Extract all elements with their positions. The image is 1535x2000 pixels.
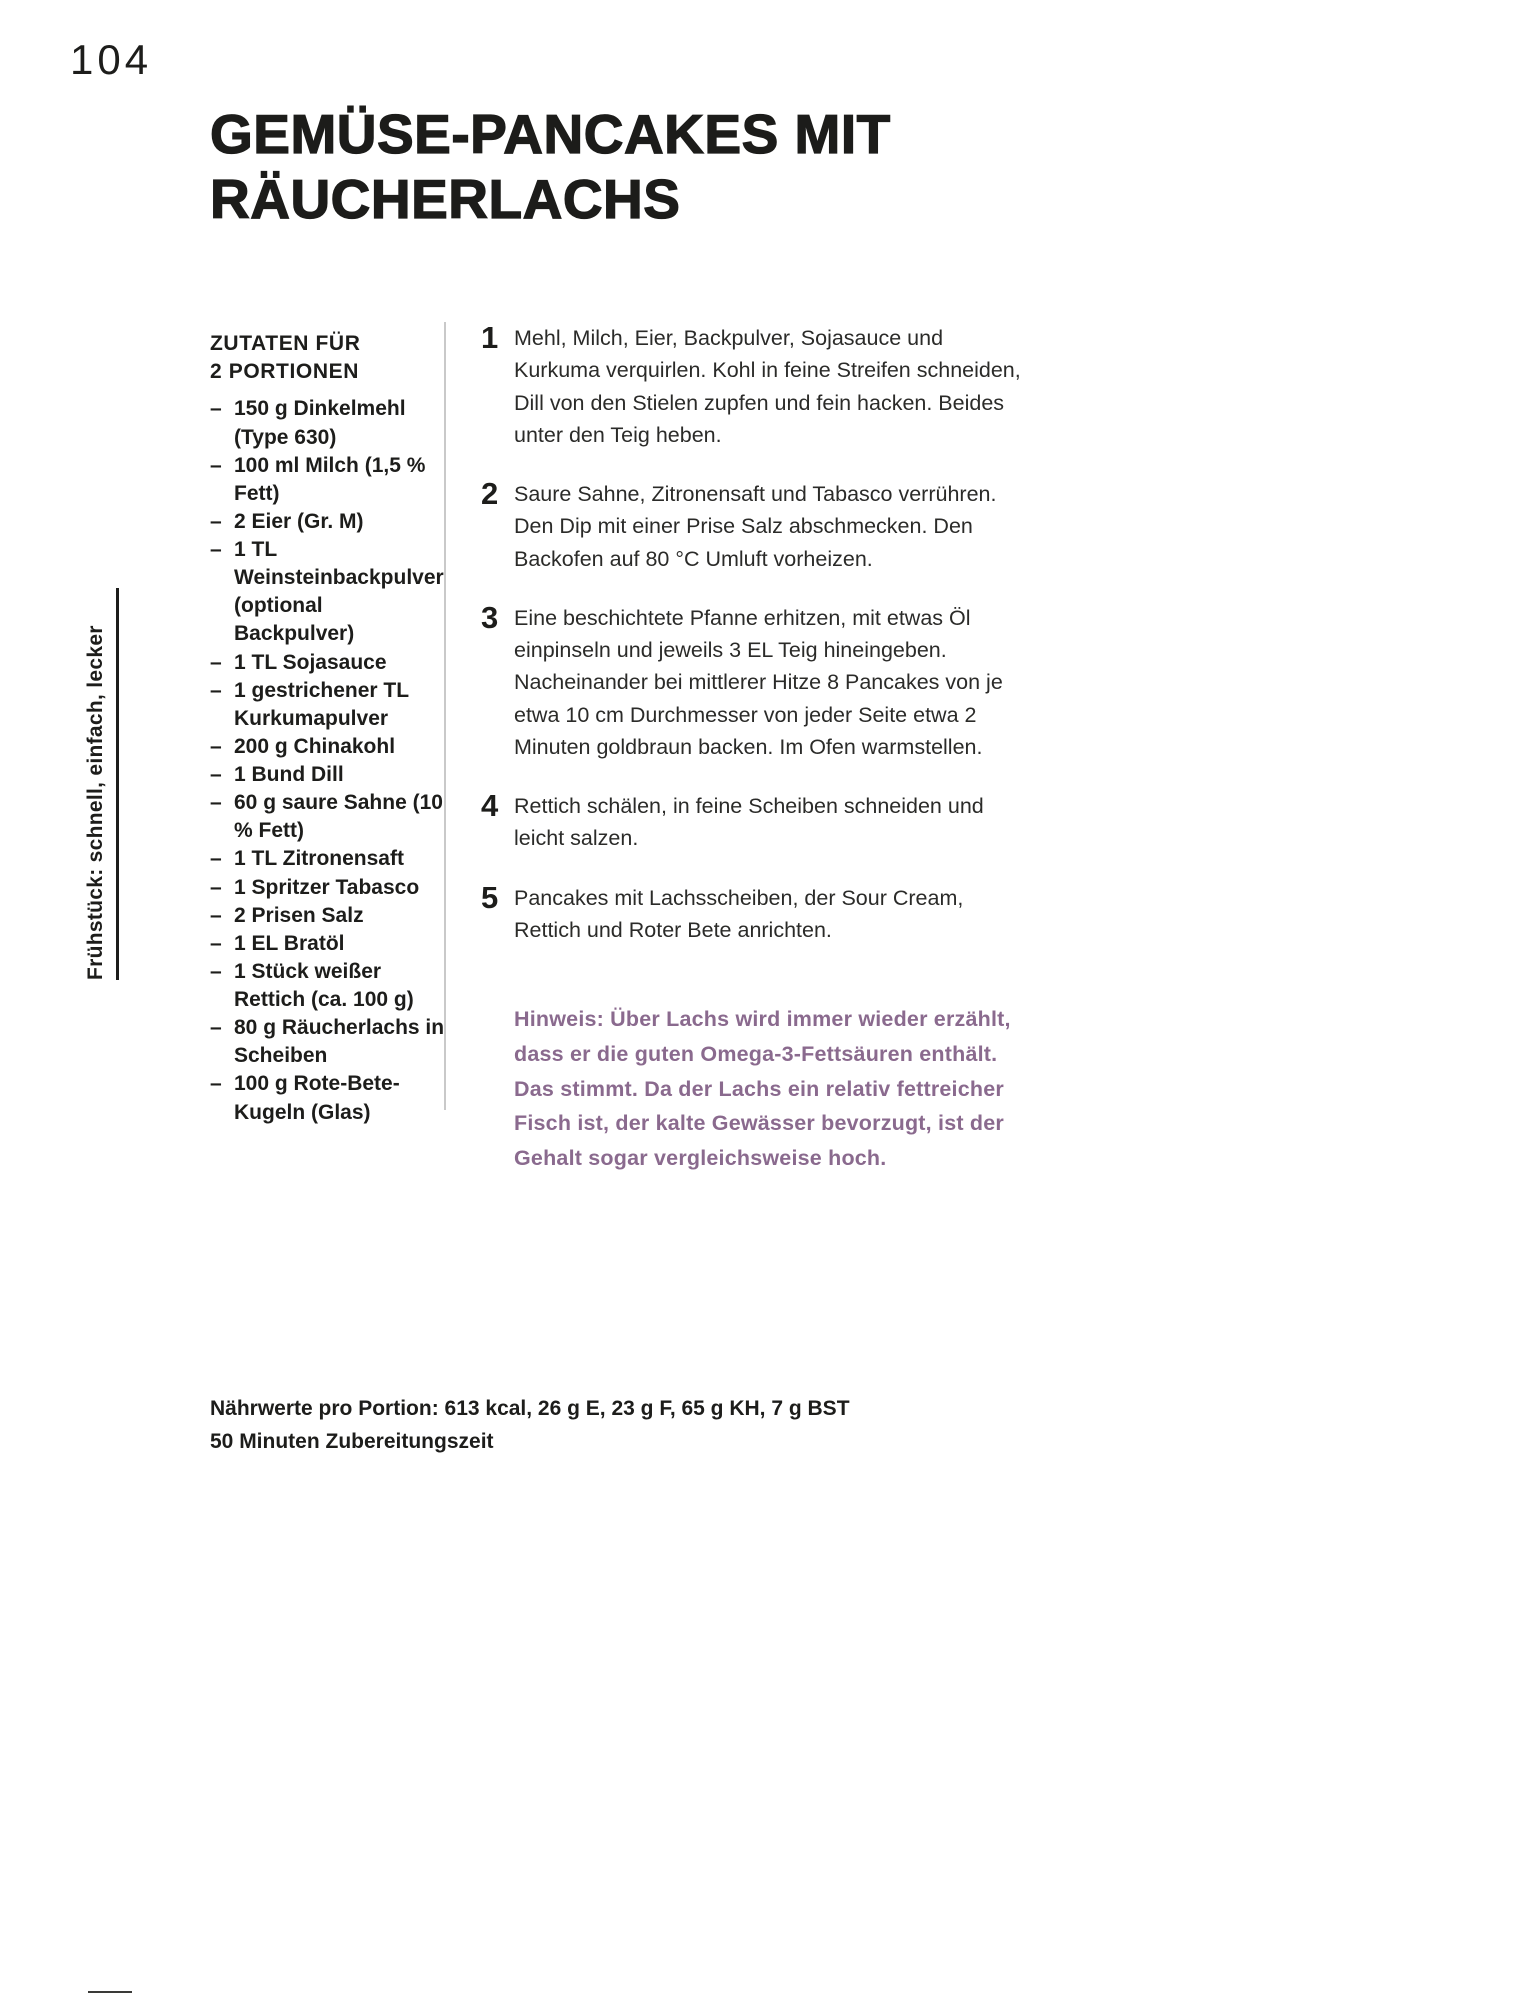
- ingredient-item: [210, 902, 446, 930]
- column-divider: [444, 322, 446, 1110]
- nutrition-line: Nährwerte pro Portion: 613 kcal, 26 g E, 23 g F, 65 g KH, 7 g BST: [210, 1397, 850, 1420]
- ingredient-text: 100 ml Milch (1,5 % Fett): [234, 453, 426, 505]
- ingredient-item: [210, 677, 446, 733]
- dash-marker: –: [210, 875, 222, 899]
- ingredient-text: 1 gestrichener TL Kurkumapulver: [234, 678, 409, 730]
- step-number: 4: [481, 788, 499, 823]
- dash-marker: –: [210, 678, 222, 702]
- step-text: Pancakes mit Lachsscheiben, der Sour Cream, Rettich und Roter Bete anrichten.: [514, 885, 964, 942]
- dash-marker: –: [210, 397, 222, 421]
- ingredient-text: 150 g Dinkelmehl (Type 630): [234, 397, 406, 449]
- steps-column: [481, 322, 1034, 1176]
- sidebar-rule: [116, 588, 119, 980]
- ingredient-item: [210, 508, 446, 536]
- dash-marker: –: [210, 453, 222, 477]
- ingredients-column: [210, 330, 446, 1127]
- step-text: Rettich schälen, in feine Scheiben schneiden und leicht salzen.: [514, 794, 984, 851]
- ingredient-item: [210, 1070, 446, 1126]
- ingredient-item: [210, 958, 446, 1014]
- step-number: 5: [481, 879, 499, 915]
- dash-marker: –: [210, 1016, 222, 1040]
- dash-marker: –: [210, 847, 222, 871]
- note-text: Hinweis: Über Lachs wird immer wieder erzählt, dass er die guten Omega-3-Fettsäuren enthält. Das stimmt. Da der Lachs ein relativ fettreicher Fisch ist, der kalte Gewässer bevorzugt, ist der Gehalt sogar vergleichsweise hoch.: [514, 1007, 1011, 1171]
- recipe-step: [481, 599, 1034, 763]
- step-text: Eine beschichtete Pfanne erhitzen, mit etwas Öl einpinseln und jeweils 3 EL Teig hineingeben. Nacheinander bei mittlerer Hitze 8 Pancakes von je etwa 10 cm Durchmesser von jeder Seite etwa 2 Minuten goldbraun backen. Im Ofen warmstellen.: [514, 605, 1003, 759]
- dash-marker: –: [210, 791, 222, 815]
- prep-time-line: 50 Minuten Zubereitungszeit: [210, 1429, 494, 1453]
- ingredient-item: [210, 452, 446, 508]
- category-sidebar: [84, 588, 108, 980]
- page-number: 104: [70, 36, 153, 83]
- ingredient-item: [210, 395, 446, 451]
- ingredient-text: 1 TL Zitronensaft: [234, 847, 404, 871]
- footer: [210, 1393, 850, 1458]
- dash-marker: –: [210, 734, 222, 758]
- ingredient-text: 1 Spritzer Tabasco: [234, 875, 420, 899]
- ingredients-heading-line1: ZUTATEN FÜR: [210, 332, 361, 355]
- ingredient-item: [210, 1014, 446, 1070]
- ingredient-item: [210, 930, 446, 958]
- recipe-step: [481, 478, 1034, 575]
- step-number: 1: [481, 320, 499, 355]
- step-number: 2: [481, 476, 499, 511]
- dash-marker: –: [210, 931, 222, 955]
- ingredients-list: [210, 395, 446, 1126]
- dash-marker: –: [210, 1072, 222, 1096]
- category-label: Frühstück: schnell, einfach, lecker: [84, 625, 107, 980]
- ingredient-text: 200 g Chinakohl: [234, 734, 396, 758]
- ingredient-text: 1 TL Sojasauce: [234, 650, 387, 674]
- recipe-step: [481, 790, 1034, 855]
- dash-marker: –: [210, 538, 222, 562]
- ingredient-text: 1 EL Bratöl: [234, 931, 345, 955]
- ingredient-text: 1 Stück weißer Rettich (ca. 100 g): [234, 959, 414, 1012]
- step-text: Mehl, Milch, Eier, Backpulver, Sojasauce und Kurkuma verquirlen. Kohl in feine Streifen schneiden, Dill von den Stielen zupfen und fein hacken. Beides unter den Teig heben.: [514, 326, 1021, 447]
- ingredient-text: 2 Eier (Gr. M): [234, 509, 364, 533]
- page-edge-mark: [88, 1991, 132, 1993]
- ingredient-text: 60 g saure Sahne (10 % Fett): [234, 791, 443, 843]
- recipe-step: [481, 322, 1034, 451]
- ingredient-text: 1 Bund Dill: [234, 763, 344, 787]
- ingredient-text: 1 TL Weinsteinbackpulver (optional Backpulver): [234, 538, 444, 646]
- ingredient-item: [210, 649, 446, 677]
- ingredient-text: 80 g Räucherlachs in Scheiben: [234, 1016, 445, 1068]
- ingredient-item: [210, 845, 446, 873]
- ingredient-item: [210, 761, 446, 789]
- ingredients-heading: [210, 330, 446, 385]
- recipe-title-line1: GEMÜSE-PANCAKES MIT: [210, 103, 891, 165]
- dash-marker: –: [210, 959, 222, 983]
- ingredient-item: [210, 733, 446, 761]
- ingredient-text: 2 Prisen Salz: [234, 903, 364, 927]
- step-number: 3: [481, 599, 499, 635]
- dash-marker: –: [210, 509, 222, 533]
- ingredients-heading-line2: 2 PORTIONEN: [210, 359, 359, 383]
- recipe-title-line2: RÄUCHERLACHS: [210, 167, 681, 230]
- dash-marker: –: [210, 903, 222, 927]
- ingredient-item: [210, 789, 446, 845]
- step-text: Saure Sahne, Zitronensaft und Tabasco verrühren. Den Dip mit einer Prise Salz abschmecken. Den Backofen auf 80 °C Umluft vorheizen.: [514, 482, 997, 571]
- dash-marker: –: [210, 763, 222, 787]
- ingredient-item: [210, 536, 446, 649]
- recipe-step: [481, 879, 1034, 947]
- recipe-title: [210, 102, 891, 232]
- ingredient-item: [210, 874, 446, 902]
- dash-marker: –: [210, 650, 222, 674]
- ingredient-text: 100 g Rote-Bete-Kugeln (Glas): [234, 1072, 400, 1124]
